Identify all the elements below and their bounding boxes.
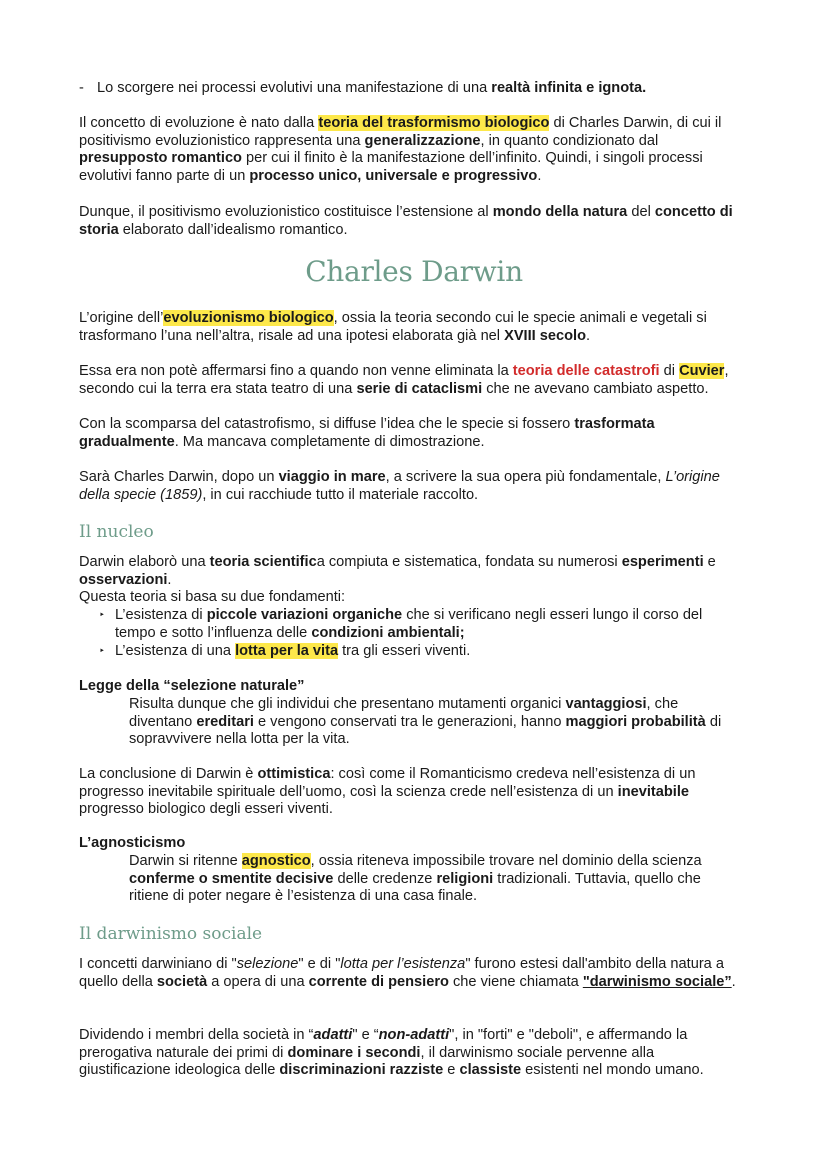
nucleo-paragraph-2: Questa teoria si basa su due fondamenti: (79, 589, 346, 605)
list-dash: - (79, 80, 84, 96)
sociale-paragraph-1: I concetti darwiniano di "selezione" e di "lotta per l’esistenza" furono estesi dall'ambito della natura a quello della società a opera di una corrente di pensiero che viene chiamata "darwinismo sociale”. (79, 956, 736, 990)
red-highlight: teoria delle catastrofi (512, 363, 660, 379)
highlight: Cuvier (679, 363, 725, 379)
legge-title: Legge della “selezione naturale” (79, 678, 305, 694)
darwin-paragraph-1: L’origine dell’evoluzionismo biologico, ossia la teoria secondo cui le specie animali e vegetali si trasformano l’una nell’altra, risale ad una ipotesi elaborata già nel XVIII secolo. (79, 310, 707, 344)
highlight: evoluzionismo biologico (163, 310, 334, 326)
section-heading-nucleo: Il nucleo (79, 522, 154, 542)
sociale-paragraph-2: Dividendo i membri della società in “adatti" e “non-adatti", in "forti" e "deboli", e affermando la prerogativa naturale dei primi di dominare i secondi, il darwinismo sociale pervenne alla giustificazione ideologica delle discriminazioni razziste e classiste esistenti nel mondo umano. (79, 1027, 704, 1079)
darwin-paragraph-4: Sarà Charles Darwin, dopo un viaggio in mare, a scrivere la sua opera più fondamentale, L’origine della specie (1859), in cui racchiude tutto il materiale raccolto. (79, 469, 720, 503)
darwin-paragraph-3: Con la scomparsa del catastrofismo, si diffuse l’idea che le specie si fossero trasformata gradualmente. Ma mancava completamente di dimostrazione. (79, 416, 655, 450)
nucleo-paragraph-1: Darwin elaborò una teoria scientifica compiuta e sistematica, fondata su numerosi esperimenti e osservazioni. (79, 554, 716, 588)
highlight: agnostico (241, 853, 311, 869)
list-item: L’esistenza di una lotta per la vita tra gli esseri viventi. (115, 643, 471, 659)
agnosticism-title: L’agnosticismo (79, 835, 186, 851)
conclusion-paragraph: La conclusione di Darwin è ottimistica: così come il Romanticismo credeva nell’esistenza di un progresso inevitabile spirituale dell’uomo, così la scienza crede nell’esistenza di un inevitabile progresso biologico degli esseri viventi. (79, 766, 696, 818)
section-heading-sociale: Il darwinismo sociale (79, 924, 263, 944)
darwin-paragraph-2: Essa era non potè affermarsi fino a quando non venne eliminata la teoria delle catastrofi di Cuvier, secondo cui la terra era stata teatro di una serie di cataclismi che ne avevano cambiato aspetto. (79, 363, 729, 397)
list-item: L’esistenza di piccole variazioni organiche che si verificano negli esseri lungo il corso del tempo e sotto l’influenza delle condizioni ambientali; (115, 607, 703, 641)
intro-line: Lo scorgere nei processi evolutivi una manifestazione di una realtà infinita e ignota. (97, 80, 647, 96)
intro-paragraph-1: Il concetto di evoluzione è nato dalla teoria del trasformismo biologico di Charles Darwin, di cui il positivismo evoluzionistico rappresenta una generalizzazione, in quanto condizionato dal presupposto romantico per cui il finito è la manifestazione dell’infinito. Quindi, i singoli processi evolutivi fanno parte di un processo unico, universale e progressivo. (79, 115, 722, 184)
legge-paragraph: Risulta dunque che gli individui che presentano mutamenti organici vantaggiosi, che diventano ereditari e vengono conservati tra le generazioni, hanno maggiori probabilità di sopravvivere nella lotta per la vita. (129, 696, 722, 748)
intro-paragraph-2: Dunque, il positivismo evoluzionistico costituisce l’estensione al mondo della natura del concetto di storia elaborato dall’idealismo romantico. (79, 204, 733, 238)
highlight: lotta per la vita (235, 643, 339, 659)
bullet-icon: ‣ (99, 610, 105, 621)
page-title: Charles Darwin (305, 255, 523, 288)
bullet-icon: ‣ (99, 646, 105, 657)
agnosticism-paragraph: Darwin si ritenne agnostico, ossia riteneva impossibile trovare nel dominio della scienza conferme o smentite decisive delle credenze religioni tradizionali. Tuttavia, quello che ritiene di poter negare è l’esistenza di una casa finale. (129, 853, 702, 905)
highlight: teoria del trasformismo biologico (318, 115, 550, 131)
